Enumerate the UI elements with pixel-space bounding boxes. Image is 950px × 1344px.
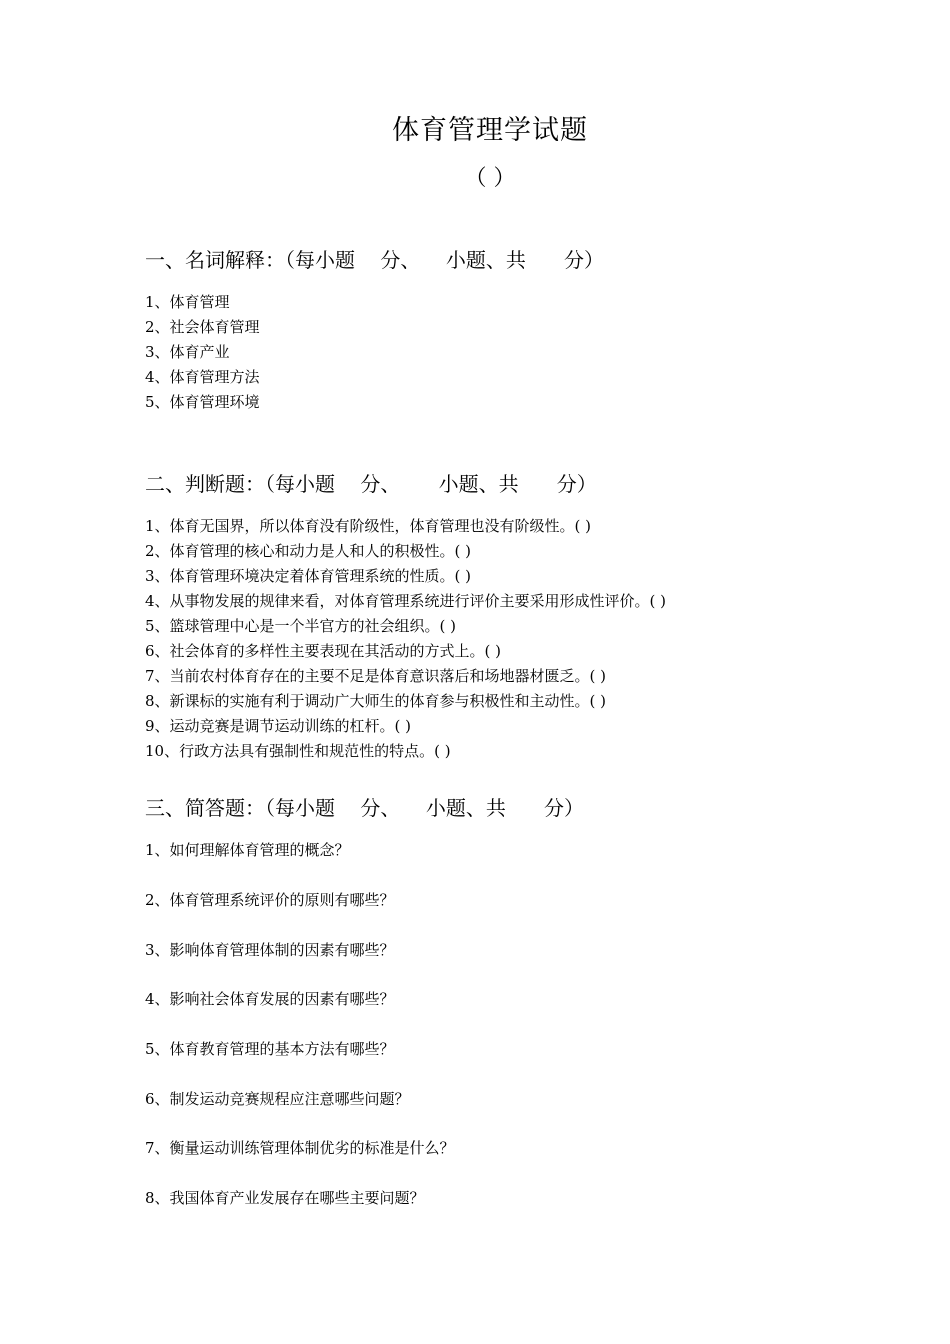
list-item: 6、社会体育的多样性主要表现在其活动的方式上。( ) xyxy=(145,642,502,660)
list-item: 5、篮球管理中心是一个半官方的社会组织。( ) xyxy=(145,617,457,635)
section-heading-definitions: 一、名词解释：（每小题 分、 小题、共 分） xyxy=(145,248,605,272)
list-item: 3、体育产业 xyxy=(145,343,230,361)
list-item: 4、影响社会体育发展的因素有哪些？ xyxy=(145,990,395,1008)
list-item: 9、运动竞赛是调节运动训练的杠杆。( ) xyxy=(145,717,412,735)
list-item: 6、制发运动竞赛规程应注意哪些问题？ xyxy=(145,1090,410,1108)
list-item: 3、体育管理环境决定着体育管理系统的性质。( ) xyxy=(145,567,472,585)
section-heading-short-answer: 三、简答题：（每小题 分、 小题、共 分） xyxy=(145,796,585,820)
list-item: 4、体育管理方法 xyxy=(145,368,260,386)
list-item: 7、衡量运动训练管理体制优劣的标准是什么？ xyxy=(145,1139,455,1157)
list-item: 5、体育教育管理的基本方法有哪些？ xyxy=(145,1040,395,1058)
list-item: 2、体育管理的核心和动力是人和人的积极性。( ) xyxy=(145,542,472,560)
list-item: 2、体育管理系统评价的原则有哪些？ xyxy=(145,891,395,909)
list-item: 2、社会体育管理 xyxy=(145,318,260,336)
list-item: 8、新课标的实施有利于调动广大师生的体育参与积极性和主动性。( ) xyxy=(145,692,607,710)
section-heading-true-false: 二、判断题：（每小题 分、 小题、共 分） xyxy=(145,472,597,496)
list-item: 3、影响体育管理体制的因素有哪些？ xyxy=(145,941,395,959)
page-subtitle: （ ） xyxy=(464,166,516,191)
list-item: 5、体育管理环境 xyxy=(145,393,260,411)
list-item: 1、体育无国界，所以体育没有阶级性，体育管理也没有阶级性。( ) xyxy=(145,517,592,535)
list-item: 4、从事物发展的规律来看，对体育管理系统进行评价主要采用形成性评价。( ) xyxy=(145,592,667,610)
page-title: 体育管理学试题 xyxy=(392,115,588,146)
list-item: 1、体育管理 xyxy=(145,293,230,311)
list-item: 1、如何理解体育管理的概念？ xyxy=(145,841,350,859)
list-item: 7、当前农村体育存在的主要不足是体育意识落后和场地器材匮乏。( ) xyxy=(145,667,607,685)
list-item: 8、我国体育产业发展存在哪些主要问题？ xyxy=(145,1189,425,1207)
list-item: 10、行政方法具有强制性和规范性的特点。( ) xyxy=(145,742,451,760)
